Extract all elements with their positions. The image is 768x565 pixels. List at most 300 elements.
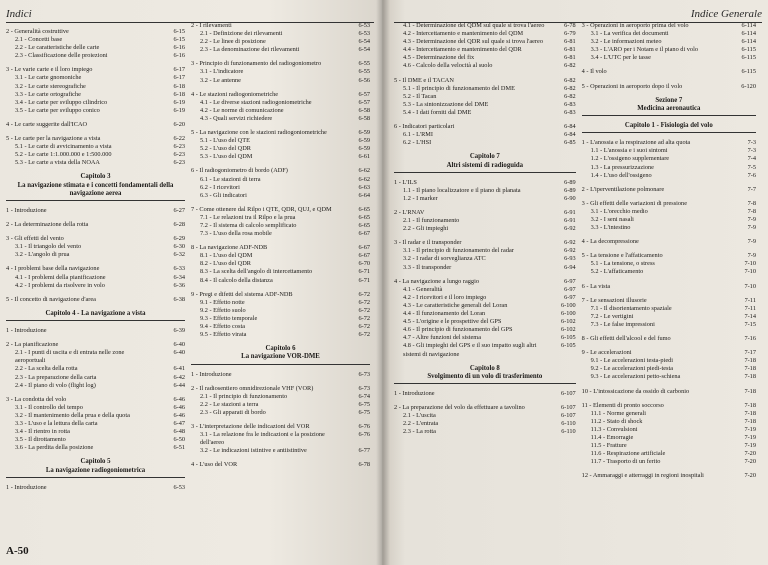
toc-entry-title: 7.2 - Il sistema di calcolo semplificato <box>200 221 297 229</box>
toc-entry-title: 11.6 - Respirazione artificiale <box>590 450 666 458</box>
toc-entry <box>394 428 576 436</box>
toc-entry <box>394 123 576 131</box>
toc-entry-page: 6-16 <box>173 44 185 52</box>
chapter-number: Capitolo 3 <box>80 173 111 181</box>
toc-entry-title: 1 - Introduzione <box>191 370 232 378</box>
toc-entry <box>582 357 756 365</box>
toc-entry-page: 6-44 <box>173 381 185 389</box>
toc-entry-title: 5.2 - Il Tacan <box>403 92 437 100</box>
toc-entry-page: 6-94 <box>564 263 576 271</box>
toc-entry-page: 7-3 <box>747 147 756 155</box>
toc-entry-title: 4.1 - Determinazione del QDM sul quale si trova l'aereo <box>403 22 545 29</box>
toc-entry <box>582 147 756 155</box>
toc-entry <box>6 484 185 492</box>
toc-entry-page: 6-33 <box>173 265 185 273</box>
toc-entry-page: 6-46 <box>173 403 185 411</box>
toc-entry-page: 6-74 <box>358 392 370 400</box>
toc-entry <box>6 159 185 167</box>
toc-entry-title: 4.2 - Intercettamento e mantenimento del QDM <box>403 30 524 38</box>
toc-entry <box>191 277 370 285</box>
toc-entry-page: 6-79 <box>564 30 576 38</box>
toc-entry-title: 4 - L'uso del VOR <box>191 461 238 469</box>
toc-entry-page: 6-64 <box>358 191 370 199</box>
toc-entry-page: 7-14 <box>744 312 756 320</box>
toc-entry-title: 2.2 - La scelta della rotta <box>15 365 78 373</box>
chapter-number: Capitolo 8 <box>469 364 500 372</box>
toc-entry-title: 7.1 - Le relazioni tra il Rilpo e la prua <box>200 213 296 221</box>
toc-entry <box>582 283 756 291</box>
toc-entry <box>582 305 756 313</box>
toc-entry-title: 5.1 - L'uso del QTE <box>200 137 250 145</box>
toc-entry-title: 3.5 - Le carte per sviluppo conico <box>15 106 100 114</box>
toc-entry-title: 2.3 - Gli apparati di bordo <box>200 408 266 416</box>
toc-entry-page: 7-18 <box>744 357 756 365</box>
toc-entry-title: 5.4 - I dati forniti dal DME <box>403 108 472 116</box>
toc-entry <box>394 264 576 272</box>
toc-entry-title: 2.3 - Classificazione delle proiezioni <box>15 52 108 60</box>
toc-entry-page: 6-72 <box>358 306 370 314</box>
toc-entry <box>582 38 756 46</box>
toc-column-3 <box>394 22 582 547</box>
toc-entry-title: 2.2 - Le caratteristiche delle carte <box>15 44 100 52</box>
toc-entry-title: 2 - L'RNAV <box>394 209 425 216</box>
toc-entry-page: 6-110 <box>561 428 576 436</box>
toc-entry-title: 8.2 - L'uso del QDR <box>200 260 251 268</box>
toc-column-1 <box>6 22 191 547</box>
toc-entry-title: 9.2 - Le accelerazioni piedi-testa <box>590 365 674 373</box>
toc-entry-page: 7-19 <box>744 442 756 450</box>
toc-entry <box>582 164 756 172</box>
toc-entry-title: 6.3 - Gli indicatori <box>200 191 247 199</box>
toc-entry <box>191 291 370 299</box>
toc-entry <box>6 52 185 60</box>
toc-entry <box>6 365 185 373</box>
toc-entry <box>6 207 185 215</box>
toc-entry-page: 7-11 <box>744 304 756 312</box>
toc-entry-title: 3.1 - La verifica dei documenti <box>590 30 669 38</box>
chapter-title: La navigazione stimata e i concetti fondamentali della navigazione aerea <box>17 181 174 197</box>
toc-entry <box>6 420 185 428</box>
toc-entry-page: 6-19 <box>173 98 185 106</box>
toc-entry-page: 6-92 <box>564 239 576 247</box>
toc-entry <box>582 268 756 276</box>
chapter-title: Altri sistemi di radioguida <box>446 161 524 169</box>
toc-entry-page: 6-39 <box>173 327 185 335</box>
toc-entry-title: 5.3 - Le carte a vista della NOAA <box>15 159 100 167</box>
toc-entry-title: 11.7 - Trasporto di un ferito <box>590 458 661 466</box>
toc-entry-page: 6-27 <box>173 207 185 215</box>
toc-entry <box>6 274 185 282</box>
toc-entry-title: 3.2 - Le indicazioni istintive e antiistintive <box>200 447 307 455</box>
toc-entry-title: 3 - Il radar e il transponder <box>394 239 462 247</box>
toc-entry-page: 7-18 <box>744 373 756 381</box>
toc-entry-title: 4.1 - I problemi della pianificazione <box>15 273 106 281</box>
toc-entry-title: 3.2 - L'angolo di prua <box>15 251 70 259</box>
toc-entry-title: 3.2 - I radar di sorveglianza ATC <box>403 255 486 263</box>
toc-entry <box>582 54 756 62</box>
toc-entry-page: 6-107 <box>560 390 576 397</box>
toc-entry-page: 6-65 <box>358 221 370 229</box>
toc-entry <box>394 294 576 302</box>
chapter-title: La navigazione VOR-DME <box>241 353 320 361</box>
toc-entry-title: 1 - Introduzione <box>6 483 47 491</box>
toc-entry-title: 11.2 - Stato di shock <box>590 417 643 425</box>
toc-entry <box>6 28 185 36</box>
toc-entry <box>582 155 756 163</box>
toc-entry <box>191 401 370 409</box>
toc-entry-page: 6-115 <box>741 68 756 76</box>
toc-entry-page: 6-72 <box>358 331 370 339</box>
toc-entry <box>582 335 756 343</box>
toc-entry <box>582 426 756 434</box>
toc-entry-title: 5.1 - Le carte di avvicinamento a vista <box>15 143 112 151</box>
toc-entry-page: 7-18 <box>744 401 756 409</box>
toc-entry-page: 6-90 <box>564 194 576 202</box>
toc-entry-title: 4.4 - Il funzionamento del Loran <box>403 310 486 318</box>
toc-entry-page: 6-23 <box>173 159 185 167</box>
toc-entry-title: 3.3 - L'ARO per i Notam e il piano di volo <box>590 46 698 54</box>
toc-entry <box>191 77 370 85</box>
toc-entry <box>394 209 576 217</box>
toc-entry <box>582 313 756 321</box>
toc-entry-page: 6-67 <box>358 230 370 238</box>
toc-entry-page: 7-8 <box>747 199 756 207</box>
toc-entry-page: 6-89 <box>564 186 576 194</box>
toc-entry-page: 6-67 <box>358 244 370 252</box>
chapter-title: Svolgimento di un volo di trasferimento <box>427 372 543 380</box>
toc-entry-title: 8 - La navigazione ADF-NDB <box>191 244 268 252</box>
toc-entry-title: 4.5 - L'origine e le prospettive del GPS <box>403 318 502 326</box>
toc-entry-page: 7-9 <box>747 238 756 246</box>
toc-entry <box>394 109 576 117</box>
toc-entry-page: 7-7 <box>747 185 756 193</box>
chapter-heading <box>582 97 756 116</box>
toc-entry-title: 7.3 - Le false impressioni <box>590 320 655 328</box>
toc-entry <box>394 412 576 420</box>
toc-entry-title: 9.2 - Effetto suolo <box>200 306 246 314</box>
chapter-title: Medicina aeronautica <box>637 104 701 112</box>
right-page <box>382 0 768 565</box>
toc-entry <box>6 327 185 335</box>
toc-entry-page: 6-97 <box>564 277 576 285</box>
toc-entry-page: 6-76 <box>358 423 370 431</box>
right-columns <box>394 22 762 547</box>
toc-entry-title: 2.3 - La denominazione dei rilevamenti <box>200 46 300 54</box>
toc-entry <box>191 268 370 276</box>
toc-entry-page: 7-9 <box>747 216 756 224</box>
toc-entry-page: 6-18 <box>173 90 185 98</box>
toc-entry-page: 6-22 <box>173 135 185 143</box>
toc-entry-title: 4 - I problemi base della navigazione <box>6 265 100 273</box>
toc-entry <box>191 423 370 431</box>
toc-entry <box>6 143 185 151</box>
toc-entry <box>191 145 370 153</box>
toc-entry-title: 2.3 - La rotta <box>403 428 436 436</box>
toc-entry-page: 6-23 <box>173 143 185 151</box>
toc-entry <box>394 85 576 93</box>
toc-entry <box>191 244 370 252</box>
toc-entry <box>6 444 185 452</box>
toc-entry <box>191 393 370 401</box>
toc-entry-title: 2.1 - L'uscita <box>403 412 436 420</box>
toc-entry-page: 6-97 <box>564 285 576 293</box>
toc-entry <box>191 385 370 393</box>
toc-entry-title: 3.2 - Le informazioni meteo <box>590 38 662 46</box>
toc-entry-title: 6.2 - I ricevitori <box>200 183 240 191</box>
toc-entry-title: 5 - La tensione e l'affaticamento <box>581 252 663 260</box>
toc-entry-title: 6.1 - L'RMI <box>403 131 433 139</box>
toc-entry-title: 5 - Operazioni in aeroporto dopo il volo <box>581 82 683 90</box>
toc-entry-title: 1 - Introduzione <box>6 327 47 335</box>
toc-entry <box>6 349 185 365</box>
toc-entry <box>394 318 576 326</box>
toc-entry-title: 2.1 - Il principio di funzionamento <box>200 392 288 400</box>
toc-entry-page: 6-15 <box>173 28 185 35</box>
toc-entry-page: 6-114 <box>741 22 756 29</box>
toc-entry <box>394 131 576 139</box>
chapter-heading <box>6 458 185 477</box>
toc-entry-page: 6-58 <box>358 114 370 122</box>
toc-entry-title: 3 - Le varie carte e il loro impiego <box>6 66 93 74</box>
toc-entry-page: 7-20 <box>744 450 756 458</box>
toc-entry-title: 3.1 - Il principio di funzionamento del radar <box>403 247 514 255</box>
toc-entry-title: 3.2 - I seni nasali <box>590 216 634 224</box>
toc-entry-page: 7-15 <box>744 320 756 328</box>
toc-entry <box>6 221 185 229</box>
toc-entry-title: 11.1 - Norme generali <box>590 409 647 417</box>
toc-entry-title: 1 - L'anossia e la respirazione ad alta quota <box>581 139 691 147</box>
toc-entry <box>6 404 185 412</box>
toc-entry <box>191 192 370 200</box>
toc-entry-page: 6-42 <box>173 373 185 381</box>
toc-entry-page: 7-3 <box>747 139 756 147</box>
toc-entry-title: 9 - Le accelerazioni <box>581 349 632 357</box>
toc-entry <box>582 365 756 373</box>
toc-entry <box>191 409 370 417</box>
toc-entry-page: 6-72 <box>358 298 370 306</box>
toc-column-2 <box>191 22 376 547</box>
toc-entry <box>582 434 756 442</box>
toc-entry <box>394 310 576 318</box>
toc-entry-title: 2.3 - La preparazione della carta <box>15 373 97 381</box>
toc-entry-title: 3.3 - Il transponder <box>403 263 452 271</box>
toc-entry-title: 6 - Indicatori particolari <box>394 123 455 131</box>
toc-entry-page: 7-19 <box>744 425 756 433</box>
toc-entry-title: 7.2 - Le vertigini <box>590 312 634 320</box>
chapter-number: Capitolo 6 <box>265 345 296 353</box>
toc-entry <box>191 230 370 238</box>
toc-entry-title: 2 - Generalità costruttive <box>6 28 69 35</box>
toc-entry <box>582 373 756 381</box>
toc-entry-title: 2.2 - Le stazioni a terra <box>200 400 259 408</box>
running-head-right: Indice Generale <box>394 8 762 23</box>
toc-entry-page: 6-72 <box>358 323 370 330</box>
toc-entry-page: 6-76 <box>358 431 370 439</box>
toc-entry-title: 8 - Gli effetti dell'alcool e del fumo <box>581 335 671 343</box>
toc-entry-page: 7-10 <box>744 260 756 268</box>
toc-entry-title: 6 - Il radiogoniometro di bordo (ADF) <box>191 167 288 175</box>
toc-entry-page: 6-54 <box>358 38 370 46</box>
toc-entry <box>394 286 576 294</box>
toc-entry <box>191 137 370 145</box>
toc-entry <box>6 382 185 390</box>
toc-entry-page: 7-20 <box>744 472 756 480</box>
toc-entry <box>191 184 370 192</box>
toc-entry-page: 7-11 <box>744 296 756 304</box>
toc-entry <box>191 447 370 455</box>
toc-entry-title: 2 - Il radiosentiero omnidirezionale VHF (VOR) <box>191 384 314 392</box>
toc-entry-page: 6-83 <box>564 100 576 108</box>
toc-entry-title: 2.2 - Gli impieghi <box>403 225 449 233</box>
toc-entry <box>191 30 370 38</box>
toc-entry-title: 7.1 - Il disorientamento spaziale <box>590 304 672 312</box>
toc-entry <box>394 30 576 38</box>
toc-entry <box>191 331 370 339</box>
toc-entry-page: 6-97 <box>564 293 576 301</box>
toc-entry-title: 2 - I rilevamenti <box>191 22 232 29</box>
toc-entry-title: 4.6 - Calcolo della velocità al suolo <box>403 62 493 70</box>
toc-entry-title: 7 - Le sensazioni illusorie <box>581 296 647 304</box>
toc-entry <box>191 371 370 379</box>
chapter-number: Sezione 7 <box>655 96 683 104</box>
toc-entry <box>6 412 185 420</box>
toc-entry <box>394 247 576 255</box>
chapter-number: Capitolo 5 <box>80 458 111 466</box>
toc-entry-page: 6-55 <box>358 68 370 76</box>
toc-entry-title: 5.1 - La tensione, o stress <box>590 260 655 268</box>
toc-entry <box>582 442 756 450</box>
toc-entry-page: 6-82 <box>564 76 576 84</box>
toc-entry-title: 4.6 - Il principio di funzionamento del GPS <box>403 326 513 334</box>
toc-entry-page: 6-105 <box>560 342 576 350</box>
toc-entry-page: 7-9 <box>747 252 756 260</box>
toc-entry-title: 8.4 - Il calcolo della distanza <box>200 276 273 284</box>
toc-entry <box>394 404 576 412</box>
toc-entry <box>191 252 370 260</box>
toc-entry-title: 9.5 - Effetto virata <box>200 331 247 339</box>
toc-entry <box>394 46 576 54</box>
toc-entry <box>6 428 185 436</box>
toc-entry-title: 8.1 - L'uso del QDM <box>200 252 253 260</box>
toc-entry <box>191 115 370 123</box>
toc-entry-page: 6-102 <box>560 318 576 326</box>
toc-entry-title: 4.3 - Quali servizi richiedere <box>200 114 273 122</box>
toc-entry-title: 3.1 - L'indicatore <box>200 68 244 76</box>
toc-entry-title: 2.1 - I punti di uscita e di entrata nelle zone aeroportuali <box>15 349 125 365</box>
toc-entry-page: 6-73 <box>358 384 370 392</box>
toc-entry-page: 6-53 <box>358 22 370 29</box>
toc-entry-title: 3.1 - L'orecchio medio <box>590 207 648 215</box>
toc-entry-title: 3 - Principio di funzionamento del radiogoniometro <box>191 60 322 68</box>
toc-entry <box>6 151 185 159</box>
toc-entry-title: 6.1 - Le stazioni di terra <box>200 175 261 183</box>
toc-entry-page: 6-110 <box>561 420 576 428</box>
toc-entry-title: 4.5 - Determinazione del fix <box>403 54 475 62</box>
toc-entry-page: 6-53 <box>358 30 370 38</box>
toc-entry-page: 6-16 <box>173 52 185 60</box>
toc-entry-title: 10 - L'intossicazione da ossido di carbonio <box>581 387 690 395</box>
toc-entry-title: 11.3 - Convulsioni <box>590 425 638 433</box>
toc-entry <box>6 66 185 74</box>
toc-entry-title: 5 - Il DME e il TACAN <box>394 76 454 84</box>
toc-entry <box>394 239 576 247</box>
toc-entry-page: 6-57 <box>358 98 370 106</box>
toc-entry-page: 6-83 <box>564 108 576 116</box>
toc-entry-page: 6-46 <box>173 411 185 419</box>
toc-entry-title: 1.3 - La pressurizzazione <box>590 163 654 171</box>
toc-entry <box>582 83 756 91</box>
toc-entry <box>582 349 756 357</box>
toc-entry <box>394 62 576 70</box>
toc-entry-page: 6-38 <box>173 295 185 303</box>
toc-entry-title: 3.3 - Le carte ortografiche <box>15 90 81 98</box>
toc-entry <box>582 321 756 329</box>
toc-entry-page: 6-62 <box>358 167 370 175</box>
toc-entry-page: 7-18 <box>744 365 756 373</box>
toc-entry-page: 6-57 <box>358 90 370 98</box>
book-gutter <box>376 0 390 565</box>
toc-entry-title: 3.6 - La perdita della posizione <box>15 444 94 452</box>
page-folio: A-50 <box>6 545 29 557</box>
chapter-title: La navigazione radiogoniometrica <box>45 466 146 474</box>
toc-entry <box>394 101 576 109</box>
toc-entry-title: 5.2 - L'affaticamento <box>590 268 644 276</box>
toc-entry-page: 6-92 <box>564 247 576 255</box>
toc-entry <box>191 260 370 268</box>
toc-entry <box>191 431 370 447</box>
toc-entry-title: 3 - Gli effetti del vento <box>6 235 64 243</box>
toc-entry-title: 11.5 - Fratture <box>590 442 627 450</box>
toc-entry <box>582 22 756 30</box>
toc-entry <box>6 265 185 273</box>
toc-entry-page: 6-73 <box>358 370 370 378</box>
toc-entry <box>582 216 756 224</box>
toc-entry <box>582 208 756 216</box>
toc-entry-page: 6-107 <box>560 404 576 412</box>
toc-entry <box>582 297 756 305</box>
toc-entry <box>582 30 756 38</box>
toc-entry-title: 5.3 - L'uso del QDM <box>200 153 253 161</box>
left-columns <box>6 22 376 547</box>
toc-entry-title: 1.1 - L'anossia e i suoi sintomi <box>590 147 668 155</box>
toc-entry-page: 7-18 <box>744 387 756 395</box>
toc-entry <box>6 121 185 129</box>
toc-entry <box>394 139 576 147</box>
toc-entry-page: 6-115 <box>741 54 756 62</box>
toc-entry-page: 6-62 <box>358 175 370 183</box>
toc-entry <box>191 167 370 175</box>
toc-entry-title: 4 - Le carte suggerite dall'ICAO <box>6 120 88 128</box>
toc-entry-title: 11 - Elementi di pronto soccorso <box>581 401 664 409</box>
toc-entry-title: 5 - Il concetto di navigazione d'area <box>6 295 96 303</box>
toc-entry <box>394 38 576 46</box>
toc-entry <box>191 153 370 161</box>
toc-entry-page: 6-100 <box>560 301 576 309</box>
toc-entry-page: 6-91 <box>564 209 576 216</box>
toc-entry-title: 4.3 - Determinazione del QDR sul quale si trova l'aereo <box>403 38 543 46</box>
toc-entry-page: 6-18 <box>173 82 185 90</box>
toc-entry-page: 6-17 <box>173 66 185 74</box>
toc-entry <box>582 260 756 268</box>
toc-entry <box>394 179 576 187</box>
toc-entry-title: 3.1 - Il controllo del tempo <box>15 403 83 411</box>
toc-entry-page: 6-63 <box>358 183 370 191</box>
toc-entry <box>6 282 185 290</box>
toc-entry-page: 6-47 <box>173 420 185 427</box>
toc-entry-title: 8.3 - La scelta dell'angolo di intercettamento <box>200 268 313 276</box>
toc-entry <box>582 472 756 480</box>
toc-entry <box>191 38 370 46</box>
